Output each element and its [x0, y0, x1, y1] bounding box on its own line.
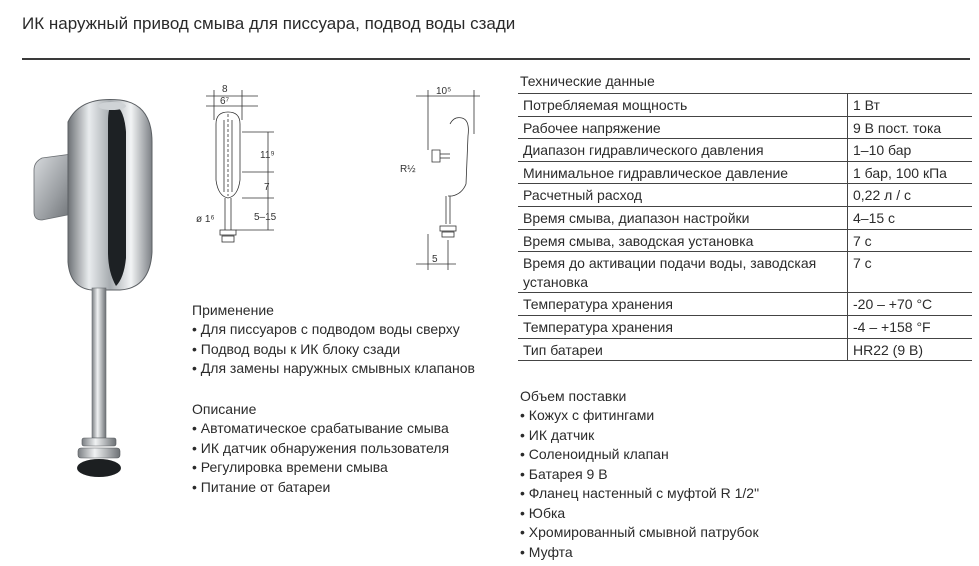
spec-label: Рабочее напряжение — [518, 116, 848, 139]
spec-label: Расчетный расход — [518, 184, 848, 207]
table-row — [518, 161, 972, 184]
spec-value: -20 – +70 °C — [848, 293, 973, 316]
front-view-drawing — [196, 80, 296, 270]
table-row — [518, 94, 972, 117]
page-title: ИК наружный привод смыва для писсуара, подвод воды сзади — [22, 14, 516, 33]
spec-label: Потребляемая мощность — [518, 94, 848, 117]
spec-value: 7 с — [848, 229, 973, 252]
list-item: • Питание от батареи — [192, 478, 449, 498]
list-item: • Юбка — [520, 504, 759, 524]
specs-table — [518, 93, 972, 361]
product-image — [20, 92, 170, 492]
dim-range: 5–15 — [254, 212, 277, 223]
list-item: • Регулировка времени смыва — [192, 458, 449, 478]
delivery-section — [520, 386, 759, 562]
description-heading: Описание — [192, 401, 257, 417]
spec-label: Температура хранения — [518, 315, 848, 338]
table-row — [518, 338, 972, 361]
table-row — [518, 116, 972, 139]
spec-label: Тип батареи — [518, 338, 848, 361]
spec-value: 4–15 с — [848, 206, 973, 229]
list-item: • Батарея 9 В — [520, 465, 759, 485]
spec-value: 9 В пост. тока — [848, 116, 973, 139]
dim-depth-bottom: 5 — [432, 254, 438, 265]
table-row — [518, 252, 972, 293]
list-item: • Для писсуаров с подводом воды сверху — [192, 320, 475, 340]
delivery-heading: Объем поставки — [520, 388, 627, 404]
list-item: • Кожух с фитингами — [520, 406, 759, 426]
spec-label: Температура хранения — [518, 293, 848, 316]
spec-value: -4 – +158 °F — [848, 315, 973, 338]
table-row — [518, 293, 972, 316]
table-row — [518, 315, 972, 338]
spec-label: Время до активации подачи воды, заводская установка — [518, 252, 848, 293]
table-row — [518, 206, 972, 229]
dim-thread: R½ — [400, 164, 416, 175]
spec-label: Время смыва, заводская установка — [518, 229, 848, 252]
spec-label: Минимальное гидравлическое давление — [518, 161, 848, 184]
description-section — [192, 399, 449, 497]
dim-depth-top: 10⁵ — [436, 86, 452, 97]
list-item: • Муфта — [520, 543, 759, 563]
spec-value: 7 с — [848, 252, 973, 293]
list-item: • Для замены наружных смывных клапанов — [192, 359, 475, 379]
dim-height-upper: 11⁹ — [260, 150, 275, 161]
table-row — [518, 184, 972, 207]
spec-label: Время смыва, диапазон настройки — [518, 206, 848, 229]
list-item: • ИК датчик обнаружения пользователя — [192, 439, 449, 459]
spec-value: 1 Вт — [848, 94, 973, 117]
list-item: • Подвод воды к ИК блоку сзади — [192, 340, 475, 360]
spec-value: 1–10 бар — [848, 139, 973, 162]
spec-value: HR22 (9 В) — [848, 338, 973, 361]
list-item: • Фланец настенный с муфтой R 1/2" — [520, 484, 759, 504]
list-item: • Автоматическое срабатывание смыва — [192, 419, 449, 439]
specs-heading: Технические данные — [520, 73, 655, 89]
title-divider — [22, 58, 970, 60]
list-item: • Соленоидный клапан — [520, 445, 759, 465]
dim-width-top: 8 — [222, 84, 228, 95]
table-row — [518, 139, 972, 162]
spec-value: 1 бар, 100 кПа — [848, 161, 973, 184]
application-heading: Применение — [192, 302, 274, 318]
list-item: • Хромированный смывной патрубок — [520, 523, 759, 543]
spec-label: Диапазон гидравлического давления — [518, 139, 848, 162]
side-view-drawing — [396, 84, 492, 270]
dim-width-inner: 6⁷ — [220, 96, 230, 107]
dim-diameter: ø 1⁶ — [196, 214, 215, 225]
table-row — [518, 229, 972, 252]
spec-value: 0,22 л / с — [848, 184, 973, 207]
list-item: • ИК датчик — [520, 426, 759, 446]
dim-height-lower: 7 — [264, 182, 270, 193]
application-section — [192, 300, 475, 379]
